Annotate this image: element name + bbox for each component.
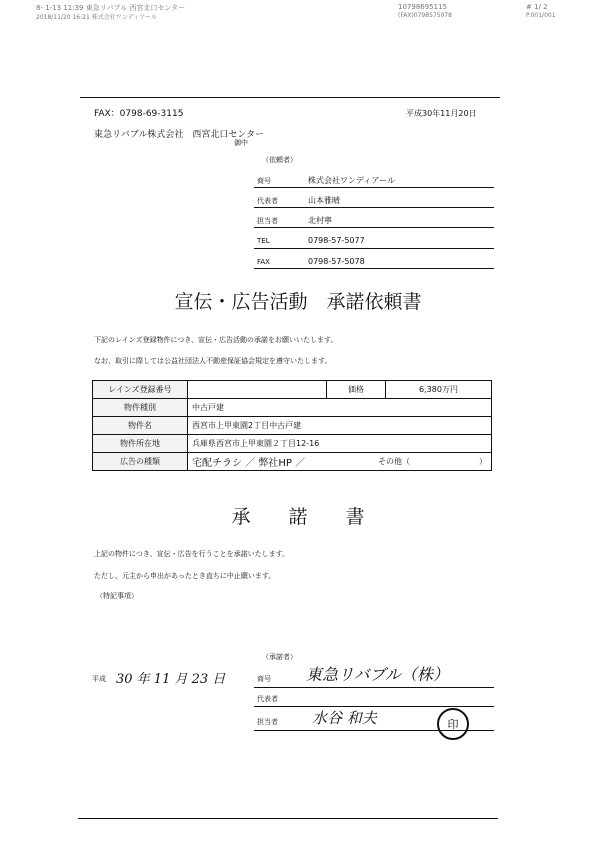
sender-value-company: 株式会社ワンディアール	[308, 176, 395, 185]
type-label: 物件種別	[93, 399, 188, 417]
table-row	[93, 435, 492, 453]
fax-number: FAX：0798-69-3115	[94, 109, 184, 119]
consenter-value-contact: 水谷 和夫	[312, 709, 377, 727]
sender-label-representative: 代表者	[257, 197, 278, 205]
recipient-company: 東急リバブル株式会社 西宮北口センター	[94, 130, 265, 140]
sender-value-contact: 北村寧	[308, 216, 332, 225]
consent-note: （特記事項）	[96, 592, 138, 600]
fax-subheader-right: P.001/001	[526, 12, 556, 19]
sender-line-fax	[254, 268, 494, 269]
fax-header-right: # 1/ 2	[526, 3, 548, 11]
price-label: 価格	[327, 381, 386, 399]
price-value: 6,380万円	[386, 381, 492, 399]
consenter-heading: （承諾者）	[262, 653, 297, 661]
document-title: 宣伝・広告活動 承諾依頼書	[174, 291, 422, 313]
sender-label-fax: FAX	[257, 258, 270, 266]
consenter-value-company: 東急リバブル（株）	[306, 665, 449, 684]
media-cell	[188, 453, 492, 471]
sender-line-tel	[254, 248, 494, 249]
sender-line-company	[254, 187, 494, 188]
table-row	[93, 381, 492, 399]
fax-header-left: 8- 1-13 11:39 東急リバブル 西宮北口センター	[36, 4, 186, 12]
fax-subheader-left: 2018/11/20 16:21 株式会社ワンディアール	[36, 14, 157, 21]
seal-text: 印	[447, 718, 459, 731]
media-other-label: その他（	[378, 457, 410, 466]
consenter-line-company	[254, 687, 494, 688]
property-table	[92, 380, 492, 471]
address-value: 兵庫県西宮市上甲東園２丁目12-16	[188, 435, 492, 453]
sender-label-company: 商号	[257, 177, 271, 185]
address-label: 物件所在地	[93, 435, 188, 453]
sender-label-contact: 担当者	[257, 217, 278, 225]
sender-line-representative	[254, 207, 494, 208]
intro-line-1: 下記のレインズ登録物件につき、宣伝・広告活動の承諾をお願いいたします。	[94, 336, 338, 344]
name-value: 西宮市上甲東園2丁目中古戸建	[188, 417, 492, 435]
consent-date-era: 平成	[92, 675, 106, 683]
type-value: 中古戸建	[188, 399, 492, 417]
table-row	[93, 453, 492, 471]
consenter-label-company: 商号	[257, 675, 271, 683]
sender-value-tel: 0798-57-5077	[308, 236, 365, 245]
media-label: 広告の種類	[93, 453, 188, 471]
reins-value	[188, 381, 327, 399]
table-row	[93, 399, 492, 417]
bottom-rule	[78, 818, 498, 819]
consent-date-handwritten: 30 年 11 月 23 日	[116, 672, 226, 687]
reins-label: レインズ登録番号	[93, 381, 188, 399]
intro-line-2: なお、取引に際しては公益社団法人不動産保証協会規定を遵守いたします。	[94, 357, 332, 365]
sender-line-contact	[254, 227, 494, 228]
top-rule	[80, 97, 500, 98]
sender-label-tel: TEL	[257, 237, 270, 245]
recipient-suffix: 御中	[234, 139, 248, 147]
name-label: 物件名	[93, 417, 188, 435]
sender-value-fax: 0798-57-5078	[308, 257, 365, 266]
consent-line-1: 上記の物件につき、宣伝・広告を行うことを承諾いたします。	[94, 550, 290, 558]
consent-line-2: ただし、元主から申出があったとき直ちに中止願います。	[94, 572, 276, 580]
fax-header-middle: 10798695115	[398, 3, 447, 11]
media-value: 宅配チラシ ／ 弊社HP ／	[192, 458, 306, 469]
fax-subheader-middle: (FAX)0798575078	[398, 12, 452, 19]
media-other-close: ）	[479, 457, 487, 466]
consenter-label-contact: 担当者	[257, 718, 278, 726]
consent-title: 承 諾 書	[231, 506, 365, 528]
sender-value-representative: 山本雅晴	[308, 196, 340, 205]
table-row	[93, 417, 492, 435]
document-date: 平成30年11月20日	[406, 109, 477, 118]
company-seal	[437, 708, 469, 740]
consenter-label-representative: 代表者	[257, 695, 278, 703]
sender-heading: （依頼者）	[262, 156, 297, 164]
